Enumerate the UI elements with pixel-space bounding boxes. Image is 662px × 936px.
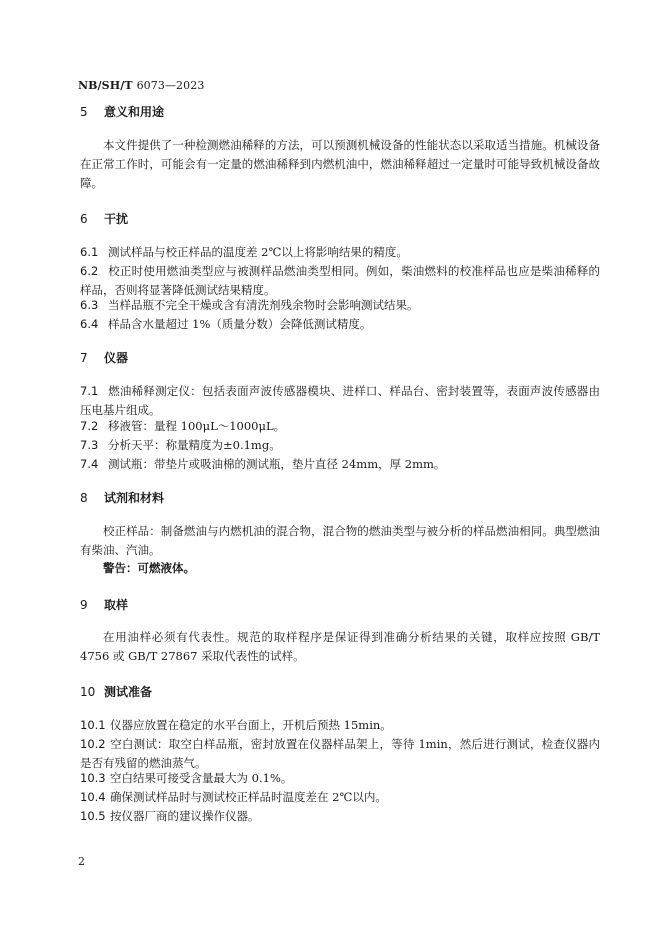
clause-7-3: 7.3 分析天平：称量精度为±0.1mg。 [80, 438, 281, 452]
section-heading-8: 8 试剂和材料 [80, 491, 165, 505]
standard-number: 6073—2023 [136, 79, 205, 92]
warning-text: 警告：可燃液体。 [103, 561, 195, 575]
clause-10-3: 10.3 空白结果可接受含量最大为 0.1%。 [80, 771, 293, 785]
clause-7-2: 7.2 移液管：量程 100μL～1000μL。 [80, 419, 286, 433]
section-9-paragraph: 在用油样必须有代表性。规范的取样程序是保证得到准确分析结果的关键，取样应按照 GB/T 4756 或 GB/T 27867 采取代表性的试样。 [80, 630, 600, 663]
page-number: 2 [78, 855, 85, 868]
clause-10-1: 10.1 仪器应放置在稳定的水平台面上，开机后预热 15min。 [80, 718, 392, 732]
standard-header [78, 79, 204, 92]
section-heading-7: 7 仪器 [80, 351, 129, 365]
clause-6-2: 6.2 校正时使用燃油类型应与被测样品燃油类型相同。例如，柴油燃料的校准样品也应是柴油稀释的样品，否则将显著降低测试结果精度。 [80, 264, 600, 297]
standard-code: NB/SH/T [78, 79, 133, 92]
section-heading-5: 5 意义和用途 [80, 105, 165, 119]
clause-6-3: 6.3 当样品瓶不完全干燥或含有清洗剂残余物时会影响测试结果。 [80, 298, 419, 312]
section-8-paragraph: 校正样品：制备燃油与内燃机油的混合物，混合物的燃油类型与被分析的样品燃油相同。典型燃油有柴油、汽油。 [80, 524, 600, 557]
section-heading-6: 6 干扰 [80, 212, 129, 226]
section-heading-10: 10 测试准备 [80, 685, 153, 699]
clause-7-1: 7.1 燃油稀释测定仪：包括表面声波传感器模块、进样口、样品台、密封装置等，表面声波传感器由压电基片组成。 [80, 384, 600, 417]
clause-10-5: 10.5 按仪器厂商的建议操作仪器。 [80, 809, 260, 823]
section-5-paragraph: 本文件提供了一种检测燃油稀释的方法，可以预测机械设备的性能状态以采取适当措施。机械设备在正常工作时，可能会有一定量的燃油稀释到内燃机油中，燃油稀释超过一定量时可能导致机械设备故障。 [80, 138, 600, 190]
clause-10-4: 10.4 确保测试样品时与测试校正样品时温度差在 2℃以内。 [80, 790, 387, 804]
clause-10-2: 10.2 空白测试：取空白样品瓶，密封放置在仪器样品架上，等待 1min，然后进行测试，检查仪器内是否有残留的燃油蒸气。 [80, 737, 600, 770]
clause-6-1: 6.1 测试样品与校正样品的温度差 2℃以上将影响结果的精度。 [80, 245, 408, 259]
clause-6-4: 6.4 样品含水量超过 1%（质量分数）会降低测试精度。 [80, 317, 372, 331]
section-heading-9: 9 取样 [80, 598, 129, 612]
clause-7-4: 7.4 测试瓶：带垫片或吸油棉的测试瓶，垫片直径 24mm，厚 2mm。 [80, 457, 446, 471]
